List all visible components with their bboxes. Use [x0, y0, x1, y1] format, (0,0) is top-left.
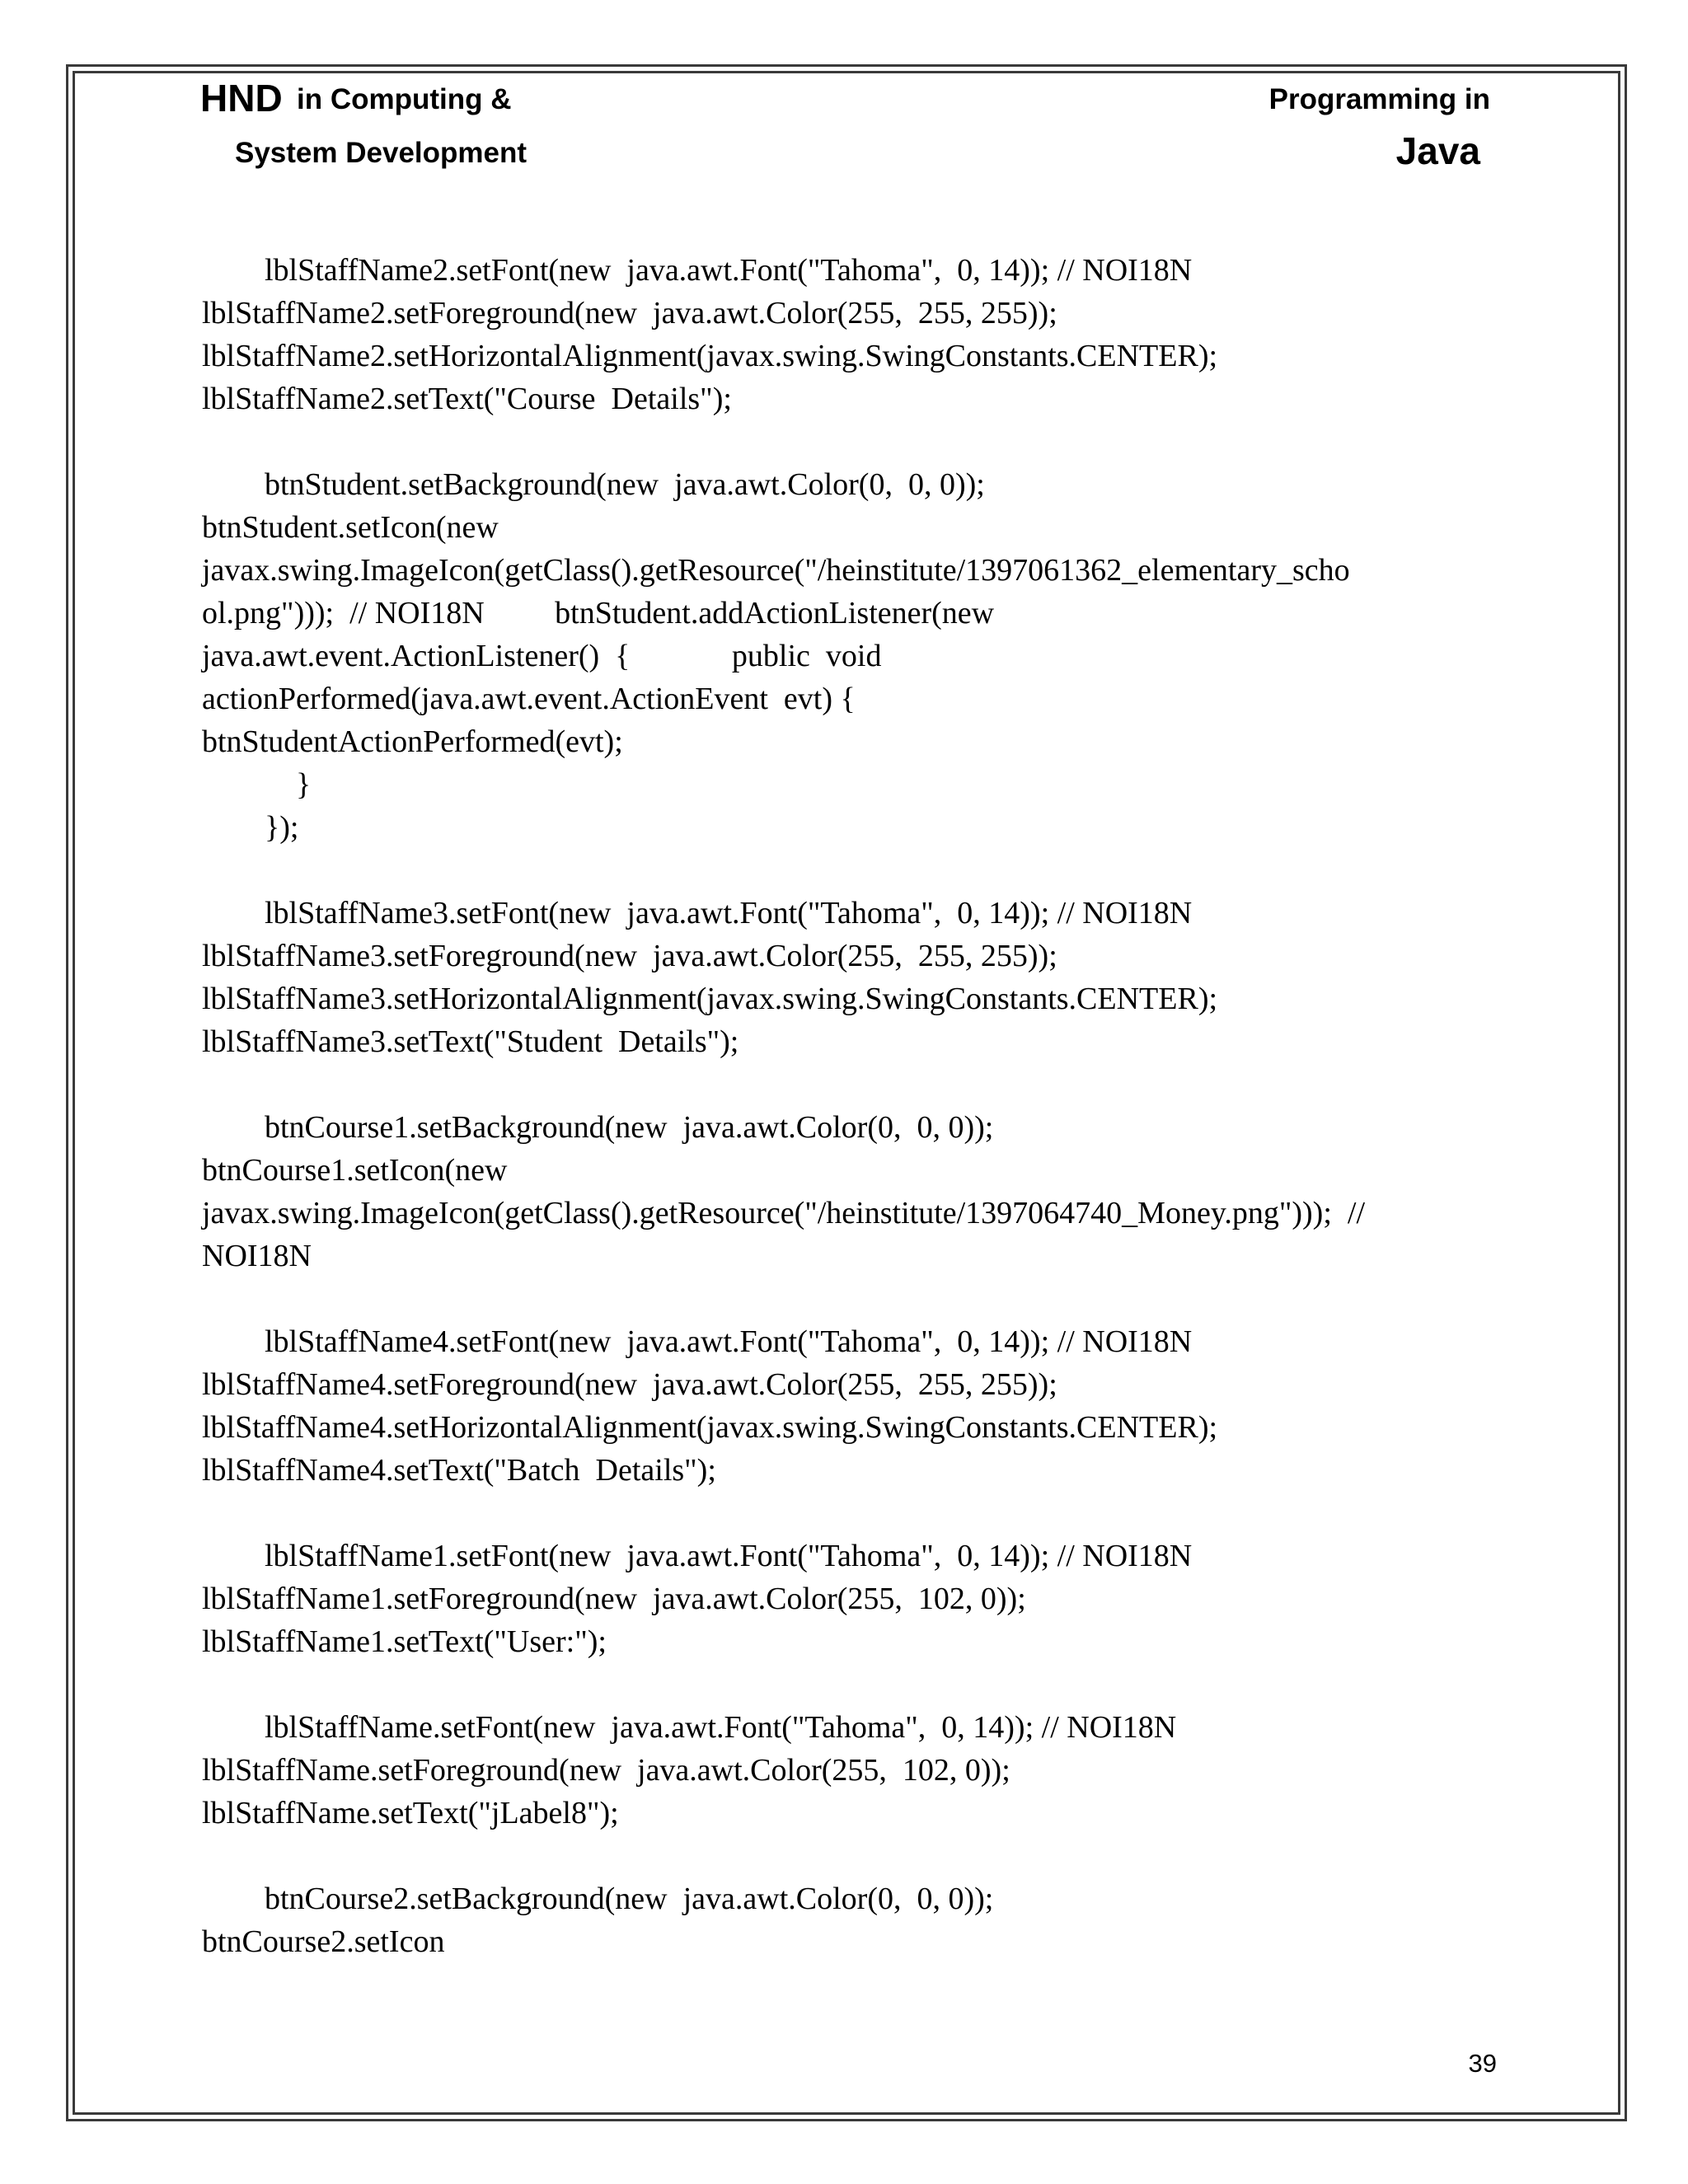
code-line: btnStudentActionPerformed(evt); — [202, 724, 623, 759]
code-line: lblStaffName.setFont(new java.awt.Font("Tahoma", 0, 14)); // NOI18N — [202, 1710, 1177, 1745]
code-line: javax.swing.ImageIcon(getClass().getResource("/heinstitute/1397064740_Money.png"))); // — [202, 1196, 1366, 1230]
code-line: } — [202, 767, 312, 802]
code-line — [202, 1492, 1488, 1535]
code-line: actionPerformed(java.awt.event.ActionEvent evt) { — [202, 682, 856, 716]
code-line: java.awt.event.ActionListener() { public void — [202, 639, 882, 673]
code-line: lblStaffName3.setFont(new java.awt.Font("Tahoma", 0, 14)); // NOI18N — [202, 896, 1193, 930]
code-line — [202, 1277, 1488, 1320]
header-module-line2: Java — [1395, 129, 1480, 172]
code-line: lblStaffName2.setText("Course Details"); — [202, 382, 732, 416]
code-line: lblStaffName3.setForeground(new java.awt.Color(255, 255, 255)); — [202, 939, 1057, 973]
code-line: lblStaffName4.setText("Batch Details"); — [202, 1453, 716, 1488]
code-line: javax.swing.ImageIcon(getClass().getResource("/heinstitute/1397061362_elementary_scho — [202, 553, 1350, 588]
code-line: btnCourse1.setBackground(new java.awt.Color(0, 0, 0)); — [202, 1110, 994, 1145]
page-number: 39 — [1468, 2049, 1497, 2078]
code-line: lblStaffName3.setText("Student Details"); — [202, 1024, 739, 1059]
code-line: lblStaffName4.setFont(new java.awt.Font("Tahoma", 0, 14)); // NOI18N — [202, 1324, 1193, 1359]
code-line: btnCourse2.setBackground(new java.awt.Color(0, 0, 0)); — [202, 1882, 994, 1916]
code-line: lblStaffName1.setForeground(new java.awt.Color(255, 102, 0)); — [202, 1582, 1026, 1616]
code-line: lblStaffName4.setForeground(new java.awt.Color(255, 255, 255)); — [202, 1367, 1057, 1402]
code-line: btnStudent.setBackground(new java.awt.Color(0, 0, 0)); — [202, 467, 985, 502]
code-line: }); — [202, 810, 299, 845]
header-hnd: HND — [200, 77, 283, 120]
code-line: lblStaffName1.setFont(new java.awt.Font("Tahoma", 0, 14)); // NOI18N — [202, 1539, 1193, 1573]
code-line: lblStaffName1.setText("User:"); — [202, 1624, 607, 1659]
code-line: ol.png"))); // NOI18N btnStudent.addActionListener(new — [202, 596, 995, 630]
code-line — [202, 1835, 1488, 1877]
code-line: lblStaffName.setForeground(new java.awt.Color(255, 102, 0)); — [202, 1753, 1010, 1788]
header-course-title-line2: System Development — [235, 137, 528, 169]
code-line — [202, 849, 1488, 892]
code-line: lblStaffName2.setForeground(new java.awt.Color(255, 255, 255)); — [202, 296, 1057, 330]
code-line: NOI18N — [202, 1239, 312, 1273]
header-module-line1: Programming in — [1268, 83, 1490, 115]
code-line: btnCourse2.setIcon — [202, 1924, 445, 1959]
code-line: lblStaffName3.setHorizontalAlignment(javax.swing.SwingConstants.CENTER); — [202, 982, 1218, 1016]
code-line: lblStaffName2.setHorizontalAlignment(javax.swing.SwingConstants.CENTER); — [202, 339, 1218, 373]
code-line: lblStaffName.setText("jLabel8"); — [202, 1796, 619, 1830]
code-line: btnStudent.setIcon(new — [202, 510, 499, 545]
code-line — [202, 1063, 1488, 1106]
code-line — [202, 1663, 1488, 1706]
code-line — [202, 420, 1488, 463]
code-listing — [202, 249, 1488, 1963]
header-course-title-line1: in Computing & — [297, 83, 512, 115]
code-line: lblStaffName4.setHorizontalAlignment(javax.swing.SwingConstants.CENTER); — [202, 1410, 1218, 1445]
code-line: btnCourse1.setIcon(new — [202, 1153, 508, 1188]
code-line: lblStaffName2.setFont(new java.awt.Font("Tahoma", 0, 14)); // NOI18N — [202, 253, 1193, 288]
